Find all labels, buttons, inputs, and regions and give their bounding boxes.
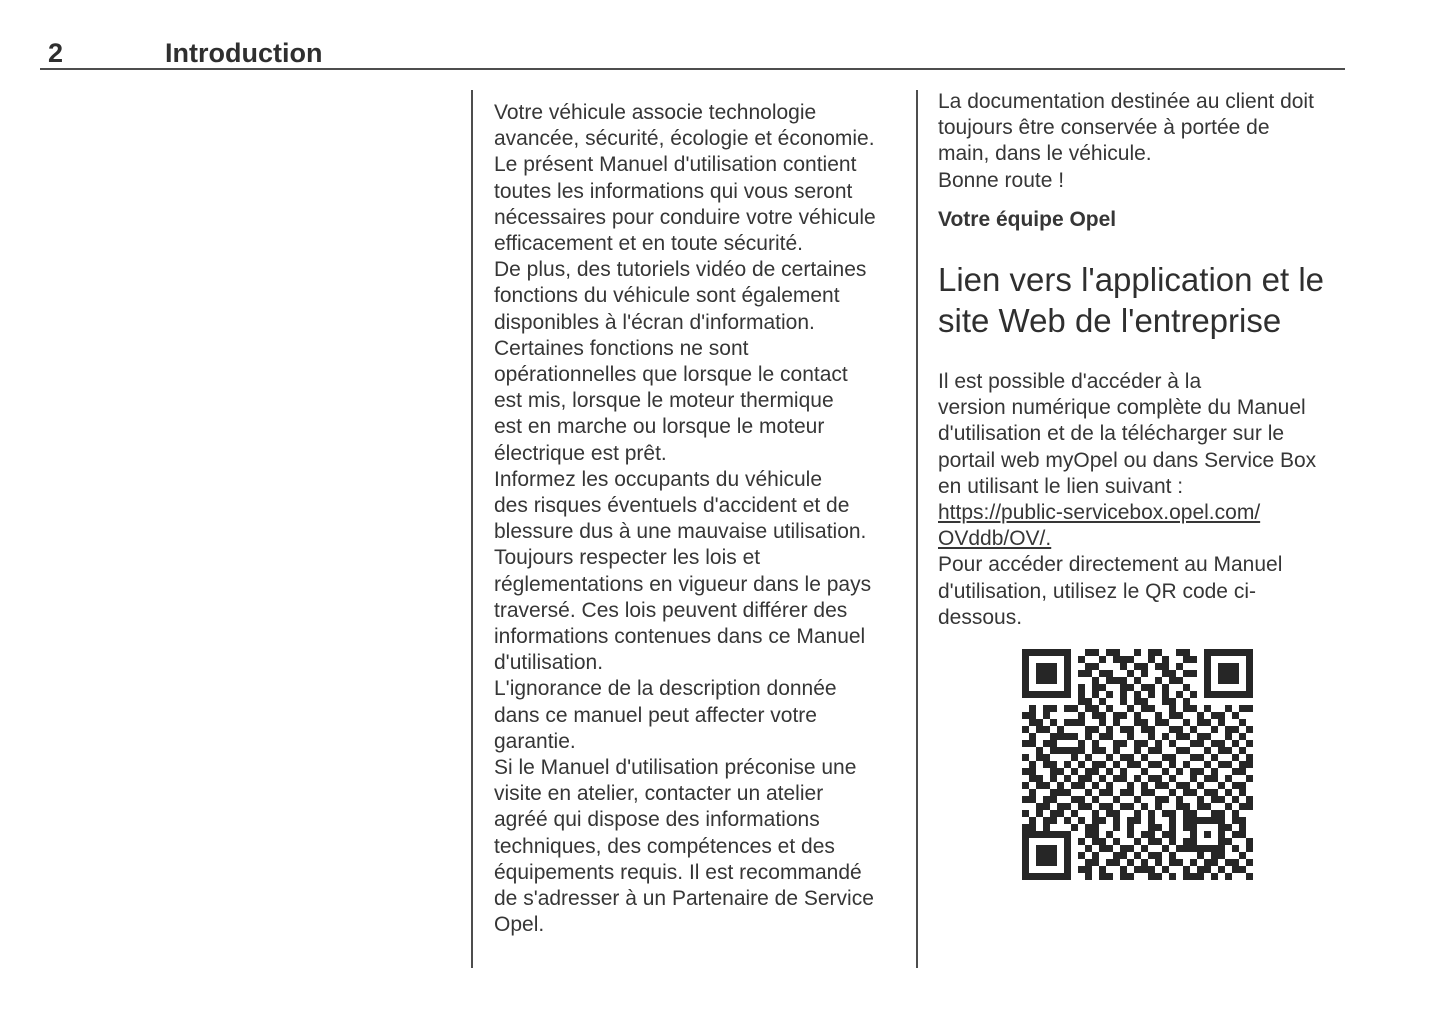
right-column [938,89,1340,880]
body-text-line: traversé. Ces lois peuvent différer des [494,598,848,622]
body-text-line: Il est possible d'accéder à la [938,370,1202,394]
body-text-line: nécessaires pour conduire votre véhicule [494,205,876,229]
body-text-line: d'utilisation. [494,651,604,675]
body-text-line: Si le Manuel d'utilisation préconise une [494,756,857,780]
body-text-line: toutes les informations qui vous seront [494,179,853,203]
header-rule [40,68,1345,70]
body-text-line: opérationnelles que lorsque le contact [494,363,848,387]
body-text-line: d'utilisation et de la télécharger sur le [938,422,1285,446]
body-text-line: disponibles à l'écran d'information. [494,310,815,334]
body-text-line: est en marche ou lorsque le moteur [494,415,825,439]
body-text-line: électrique est prêt. [494,441,667,465]
body-text-line: blessure dus à une mauvaise utilisation. [494,520,867,544]
servicebox-link[interactable]: OVddb/OV/. [938,527,1052,551]
body-text-line: dessous. [938,605,1023,629]
body-text-line: garantie. [494,729,576,753]
body-text-line: Le présent Manuel d'utilisation contient [494,153,857,177]
body-text-line: fonctions du véhicule sont également [494,284,840,308]
body-text-line: dans ce manuel peut affecter votre [494,703,817,727]
body-text-line: portail web myOpel ou dans Service Box [938,448,1317,472]
body-text-line: Toujours respecter les lois et [494,546,761,570]
column-divider-left [471,90,473,968]
section-heading [938,259,1340,341]
body-text-line: Bonne route ! [938,168,1065,192]
body-text-line: version numérique complète du Manuel [938,396,1306,420]
middle-column [494,100,904,939]
signature: Votre équipe Opel [938,207,1117,231]
signature-block [938,207,1340,233]
servicebox-link-block [938,500,1340,552]
body-text-line: Pour accéder directement au Manuel [938,553,1283,577]
body-text-line: est mis, lorsque le moteur thermique [494,389,834,413]
customer-note-paragraph [938,89,1340,194]
access-paragraph-intro [938,369,1340,500]
body-text-line: main, dans le véhicule. [938,142,1152,166]
body-text-line: informations contenues dans ce Manuel [494,625,866,649]
body-text-line: Opel. [494,913,545,937]
body-text-line: L'ignorance de la description donnée [494,677,837,701]
access-paragraph [938,369,1340,631]
page-number: 2 [48,38,64,68]
qr-instruction-paragraph [938,552,1340,631]
section-heading-line: Lien vers l'application et le [938,261,1325,299]
body-text-line: toujours être conservée à portée de [938,116,1270,140]
body-text-line: Informez les occupants du véhicule [494,467,823,491]
body-text-line: La documentation destinée au client doit [938,90,1314,113]
servicebox-link[interactable]: https://public-servicebox.opel.com/ [938,501,1261,525]
column-divider-right [916,90,918,968]
page-title: Introduction [165,38,323,68]
body-text-line: d'utilisation, utilisez le QR code ci- [938,579,1256,603]
body-text-line: avancée, sécurité, écologie et économie. [494,127,875,151]
body-text-line: des risques éventuels d'accident et de [494,494,850,518]
body-text-line: Certaines fonctions ne sont [494,336,749,360]
qr-code [1022,649,1253,880]
body-text-line: en utilisant le lien suivant : [938,474,1184,498]
section-heading-line: site Web de l'entreprise [938,302,1282,340]
body-text-line: De plus, des tutoriels vidéo de certaines [494,258,867,282]
body-text-line: de s'adresser à un Partenaire de Service [494,887,874,911]
body-text-line: Votre véhicule associe technologie [494,101,817,124]
body-text-line: visite en atelier, contacter un atelier [494,782,824,806]
body-text-line: techniques, des compétences et des [494,834,835,858]
body-text-line: équipements requis. Il est recommandé [494,860,862,884]
body-text-line: agréé qui dispose des informations [494,808,820,832]
body-text-line: réglementations en vigueur dans le pays [494,572,872,596]
intro-paragraph [494,100,904,939]
body-text-line: efficacement et en toute sécurité. [494,232,803,256]
